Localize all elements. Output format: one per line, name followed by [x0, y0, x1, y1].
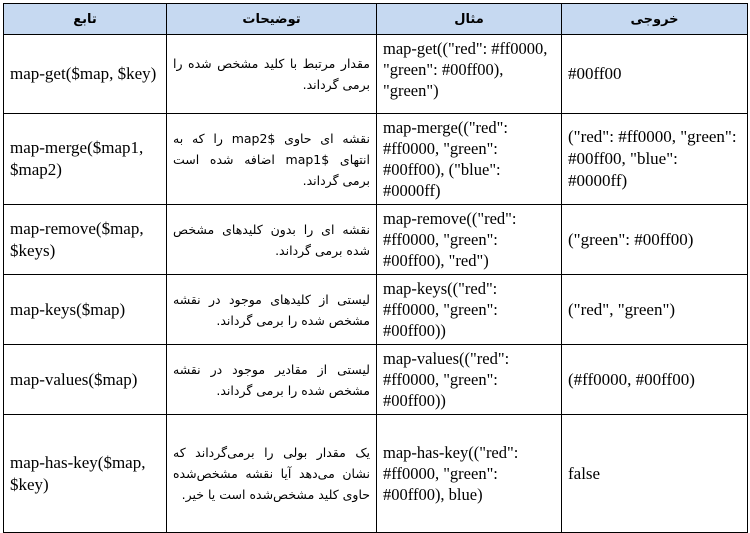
sass-map-functions-table [3, 3, 748, 533]
function-cell: map-values($map) [4, 345, 167, 415]
function-cell: map-keys($map) [4, 275, 167, 345]
description-cell: لیستی از مقادیر موجود در نقشه مشخص شده را برمی گرداند. [167, 345, 377, 415]
example-cell: map-get(("red": #ff0000, "green": #00ff00), "green") [377, 35, 562, 114]
function-cell: map-merge($map1, $map2) [4, 114, 167, 205]
description-cell: نقشه ای حاوی $map2 را که به انتهای $map1 اضافه شده است برمی گرداند. [167, 114, 377, 205]
output-cell: ("green": #00ff00) [562, 205, 748, 275]
output-cell: ("red", "green") [562, 275, 748, 345]
table-row [4, 345, 748, 415]
table-row [4, 415, 748, 533]
description-cell: لیستی از کلیدهای موجود در نقشه مشخص شده را برمی گرداند. [167, 275, 377, 345]
table-row [4, 114, 748, 205]
function-cell: map-has-key($map, $key) [4, 415, 167, 533]
table-row [4, 205, 748, 275]
output-cell: #00ff00 [562, 35, 748, 114]
output-cell: false [562, 415, 748, 533]
example-cell: map-values(("red": #ff0000, "green": #00ff00)) [377, 345, 562, 415]
description-cell: مقدار مرتبط با کلید مشخص شده را برمی گرداند. [167, 35, 377, 114]
table-row [4, 275, 748, 345]
description-cell: یک مقدار بولی را برمی‌گرداند که نشان می‌دهد آیا نقشه مشخص‌شده حاوی کلید مشخص‌شده است یا خیر. [167, 415, 377, 533]
example-cell: map-keys(("red": #ff0000, "green": #00ff00)) [377, 275, 562, 345]
function-cell: map-get($map, $key) [4, 35, 167, 114]
header-function: تابع [4, 4, 167, 35]
header-output: خروجی [562, 4, 748, 35]
output-cell: (#ff0000, #00ff00) [562, 345, 748, 415]
header-row [4, 4, 748, 35]
description-cell: نقشه ای را بدون کلیدهای مشخص شده برمی گرداند. [167, 205, 377, 275]
function-cell: map-remove($map, $keys) [4, 205, 167, 275]
example-cell: map-merge(("red": #ff0000, "green": #00ff00), ("blue": #0000ff) [377, 114, 562, 205]
output-cell: ("red": #ff0000, "green": #00ff00, "blue": #0000ff) [562, 114, 748, 205]
example-cell: map-has-key(("red": #ff0000, "green": #00ff00), blue) [377, 415, 562, 533]
header-example: مثال [377, 4, 562, 35]
example-cell: map-remove(("red": #ff0000, "green": #00ff00), "red") [377, 205, 562, 275]
table-row [4, 35, 748, 114]
header-description: توضیحات [167, 4, 377, 35]
